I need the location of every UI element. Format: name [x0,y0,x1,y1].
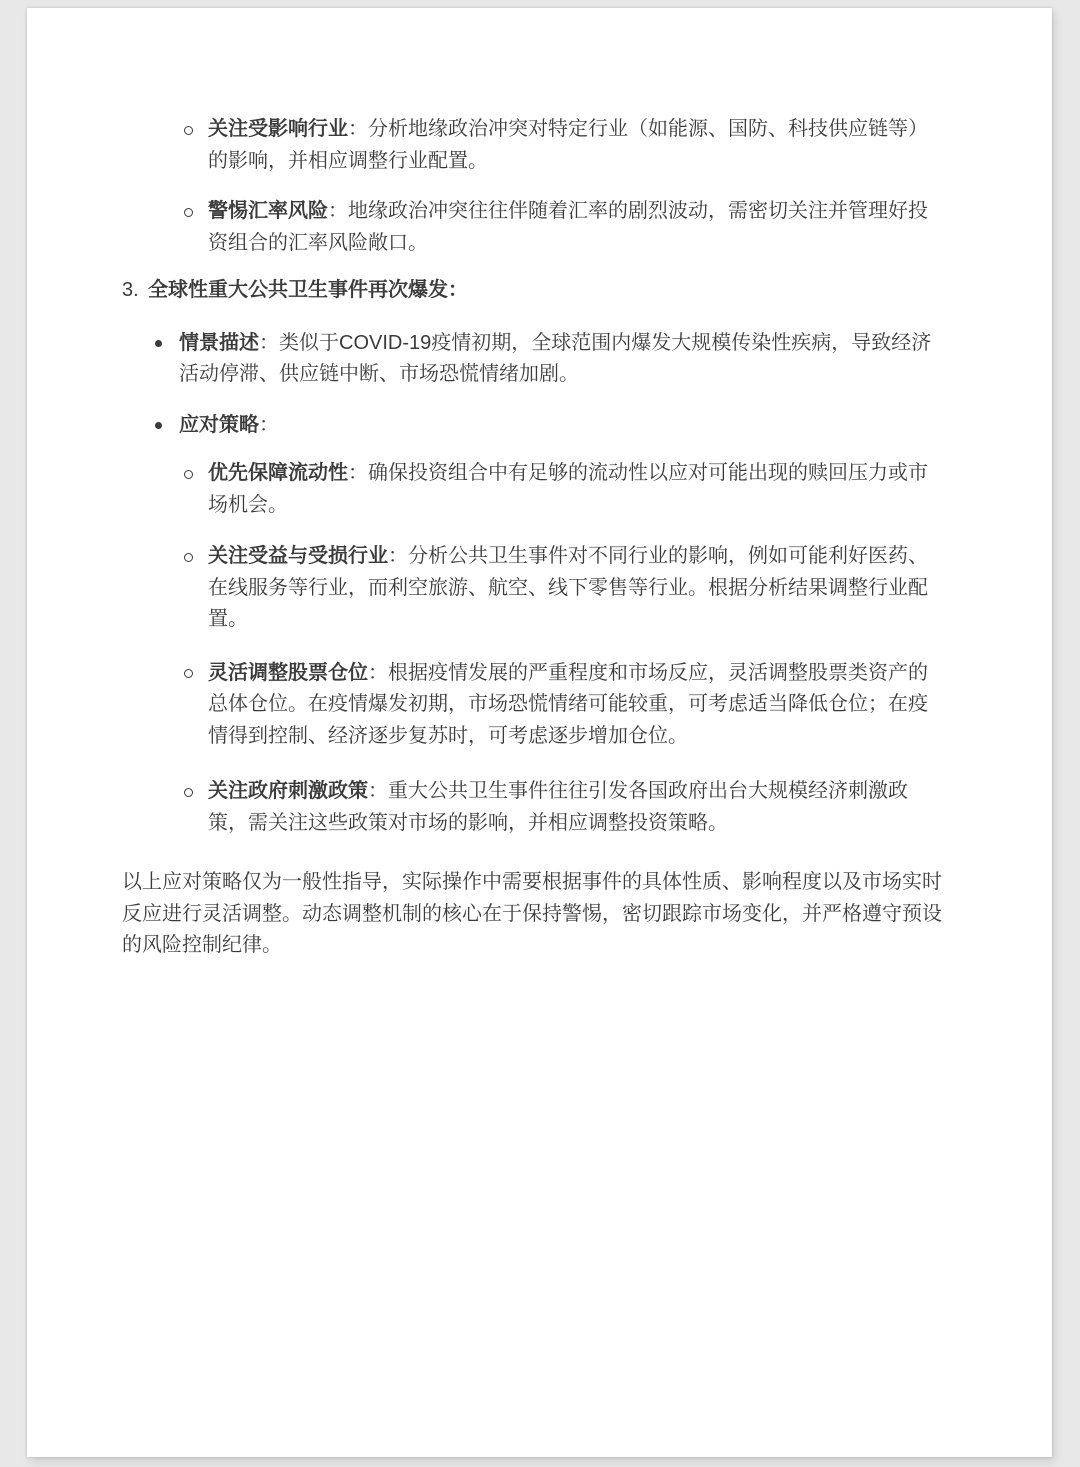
list-item-equity-position [122,658,944,753]
item-label: 关注政府刺激政策 [208,780,368,802]
item-text: ：类似于COVID-19疫情初期，全球范围内爆发大规模传染性疾病，导致经济活动停滞、供应链中断、市场恐慌情绪加剧。 [179,331,932,385]
circle-bullet-icon [184,669,193,678]
list-item-affected-industries [122,114,944,177]
heading-title: 全球性重大公共卫生事件再次爆发： [148,279,468,301]
item-label: 优先保障流动性 [208,462,348,484]
list-item-fx-risk [122,196,944,259]
circle-bullet-icon [184,788,193,797]
document-content [122,114,944,962]
list-item-strategy-header [122,410,944,442]
document-page [27,8,1052,1457]
item-text: ：确保投资组合中有足够的流动性以应对可能出现的赎回压力或市场机会。 [208,462,928,516]
list-number: 3. [122,279,139,301]
list-item-liquidity [122,458,944,521]
item-text: ：根据疫情发展的严重程度和市场反应，灵活调整股票类资产的总体仓位。在疫情爆发初期，市场恐慌情绪可能较重，可考虑适当降低仓位；在疫情得到控制、经济逐步复苏时，可考虑逐步增加仓位。 [208,661,928,747]
numbered-heading [122,275,944,307]
item-text: ： [259,413,279,436]
item-text: ：重大公共卫生事件往往引发各国政府出台大规模经济刺激政策，需关注这些政策对市场的影响，并相应调整投资策略。 [208,780,908,834]
closing-paragraph: 以上应对策略仅为一般性指导，实际操作中需要根据事件的具体性质、影响程度以及市场实时反应进行灵活调整。动态调整机制的核心在于保持警惕，密切跟踪市场变化，并严格遵守预设的风险控制纪律。 [122,871,942,956]
item-label: 关注受影响行业 [208,118,348,140]
disc-bullet-icon [155,422,162,429]
item-text: ：分析地缘政治冲突对特定行业（如能源、国防、科技供应链等）的影响，并相应调整行业配置。 [208,118,928,172]
circle-bullet-icon [184,553,193,562]
circle-bullet-icon [184,470,193,479]
disc-bullet-icon [155,340,162,347]
circle-bullet-icon [184,126,193,135]
item-label: 应对策略 [179,413,259,436]
item-label: 关注受益与受损行业 [208,545,388,567]
item-label: 灵活调整股票仓位 [208,661,368,684]
item-text: ：地缘政治冲突往往伴随着汇率的剧烈波动，需密切关注并管理好投资组合的汇率风险敞口。 [208,200,928,254]
circle-bullet-icon [184,208,193,217]
list-item-stimulus-policy [122,776,944,839]
list-item-winners-losers [122,541,944,636]
item-text: ：分析公共卫生事件对不同行业的影响，例如可能利好医药、在线服务等行业，而利空旅游、航空、线下零售等行业。根据分析结果调整行业配置。 [208,545,928,630]
item-label: 警惕汇率风险 [208,200,328,222]
list-item-scenario [122,328,944,391]
item-label: 情景描述 [179,331,259,354]
